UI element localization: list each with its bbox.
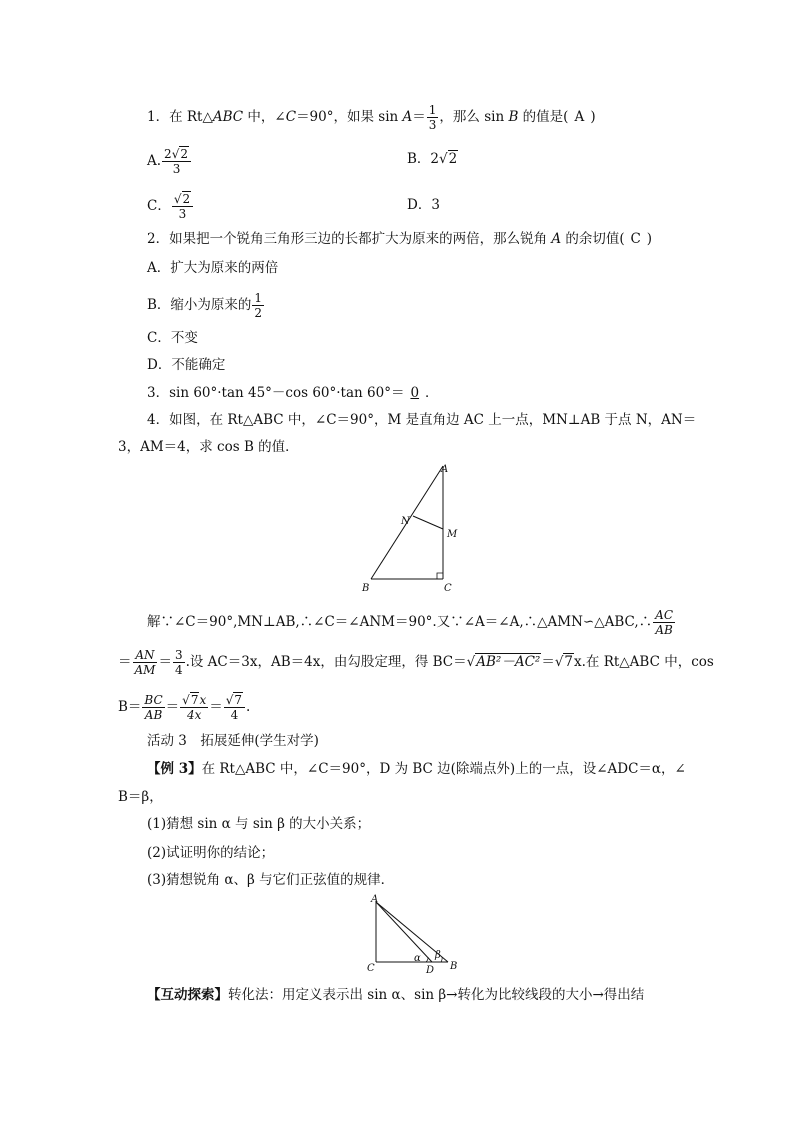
activity3-title: 活动 3 拓展延伸(学生对学) [147, 733, 319, 749]
solution-line1: 解∵∠C＝90°,MN⊥AB,∴∠C＝∠ANM＝90°.又∵∠A＝∠A,∴△AMN∽△ABC,∴ $\frac{AC}{AB}$ [147, 608, 674, 637]
example3-sub1: (1)猜想 sin α 与 sin β 的大小关系； [147, 816, 371, 832]
q1-option-c: C． $\frac{√2}{3}$ [147, 192, 194, 221]
segment-mn [413, 516, 443, 529]
angle-alpha-arc [426, 957, 428, 962]
right-angle-mark-c [437, 573, 443, 579]
q2-option-c: C．不变 [147, 330, 198, 346]
q1-option-d: D．3 [407, 197, 440, 213]
label-b: B [450, 961, 458, 972]
q4-figure [355, 458, 465, 598]
example3-sub2: (2)试证明你的结论； [147, 845, 275, 861]
label-d: D [426, 965, 435, 975]
example3-line2: B＝β， [118, 789, 163, 805]
q2-stem: 2．如果把一个锐角三角形三边的长都扩大为原来的两倍，那么锐角 A 的余切值( C ) [147, 231, 652, 247]
angle-beta-arc [441, 957, 442, 962]
label-a: A [371, 894, 379, 905]
example3-line1: 【例 3】在 Rt△ABC 中，∠C＝90°，D 为 BC 边(除端点外)上的一点，设∠ADC＝α，∠ [147, 761, 686, 777]
example3-tag: 【例 3】 [147, 761, 202, 777]
label-c: C [444, 583, 452, 594]
q2-option-d: D．不能确定 [147, 357, 226, 373]
example3-sub3: (3)猜想锐角 α、β 与它们正弦值的规律． [147, 872, 395, 888]
q1-stem: 1．在 Rt△ABC 中，∠C＝90°，如果 sin A＝ $\frac{1}{3}$ ，那么 sin B 的值是( A ) [147, 103, 596, 132]
q3-stem: 3．sin 60°·tan 45°－cos 60°·tan 60°＝ 0 ． [147, 385, 439, 401]
q1-option-a: A. $\frac{2√2}{3}$ [147, 147, 192, 176]
label-alpha: α [414, 953, 421, 964]
label-b: B [362, 583, 370, 594]
q1-answer: A [574, 109, 585, 125]
q1-fraction: $\frac{1}{3}$ [428, 103, 437, 132]
label-a: A [441, 464, 449, 475]
label-c: C [367, 963, 375, 974]
q4-line2: 3，AM＝4，求 cos B 的值． [118, 439, 299, 455]
q2-answer: C [630, 231, 641, 247]
label-n: N [401, 516, 410, 527]
q1-option-b: B．2√2 [407, 151, 458, 167]
solution-line3: B＝ $\frac{BC}{AB}$ ＝ $\frac{√7x}{4x}$ ＝ $\frac{√7}{4}$ . [118, 693, 251, 722]
label-m: M [447, 529, 458, 540]
label-beta: β [435, 950, 441, 961]
q2-option-a: A．扩大为原来的两倍 [147, 260, 279, 276]
hint-line: 【互动探索】转化法：用定义表示出 sin α、sin β→转化为比较线段的大小→得出结 [147, 987, 645, 1003]
segment-ad [376, 902, 432, 962]
q4-line1: 4．如图，在 Rt△ABC 中，∠C＝90°，M 是直角边 AC 上一点，MN⊥AB 于点 N，AN＝ [147, 412, 697, 428]
q2-option-b: B．缩小为原来的 $\frac{1}{2}$ [147, 291, 263, 320]
solution-line2: ＝ $\frac{AN}{AM}$ ＝ $\frac{3}{4}$ .设 AC＝3x，AB＝4x，由勾股定理，得 BC＝√AB²－AC²＝√7x.在 Rt△ABC 中，cos [118, 648, 714, 677]
hint-tag: 【互动探索】 [147, 987, 228, 1003]
q3-answer: 0 [410, 385, 420, 401]
example3-figure [362, 893, 462, 975]
